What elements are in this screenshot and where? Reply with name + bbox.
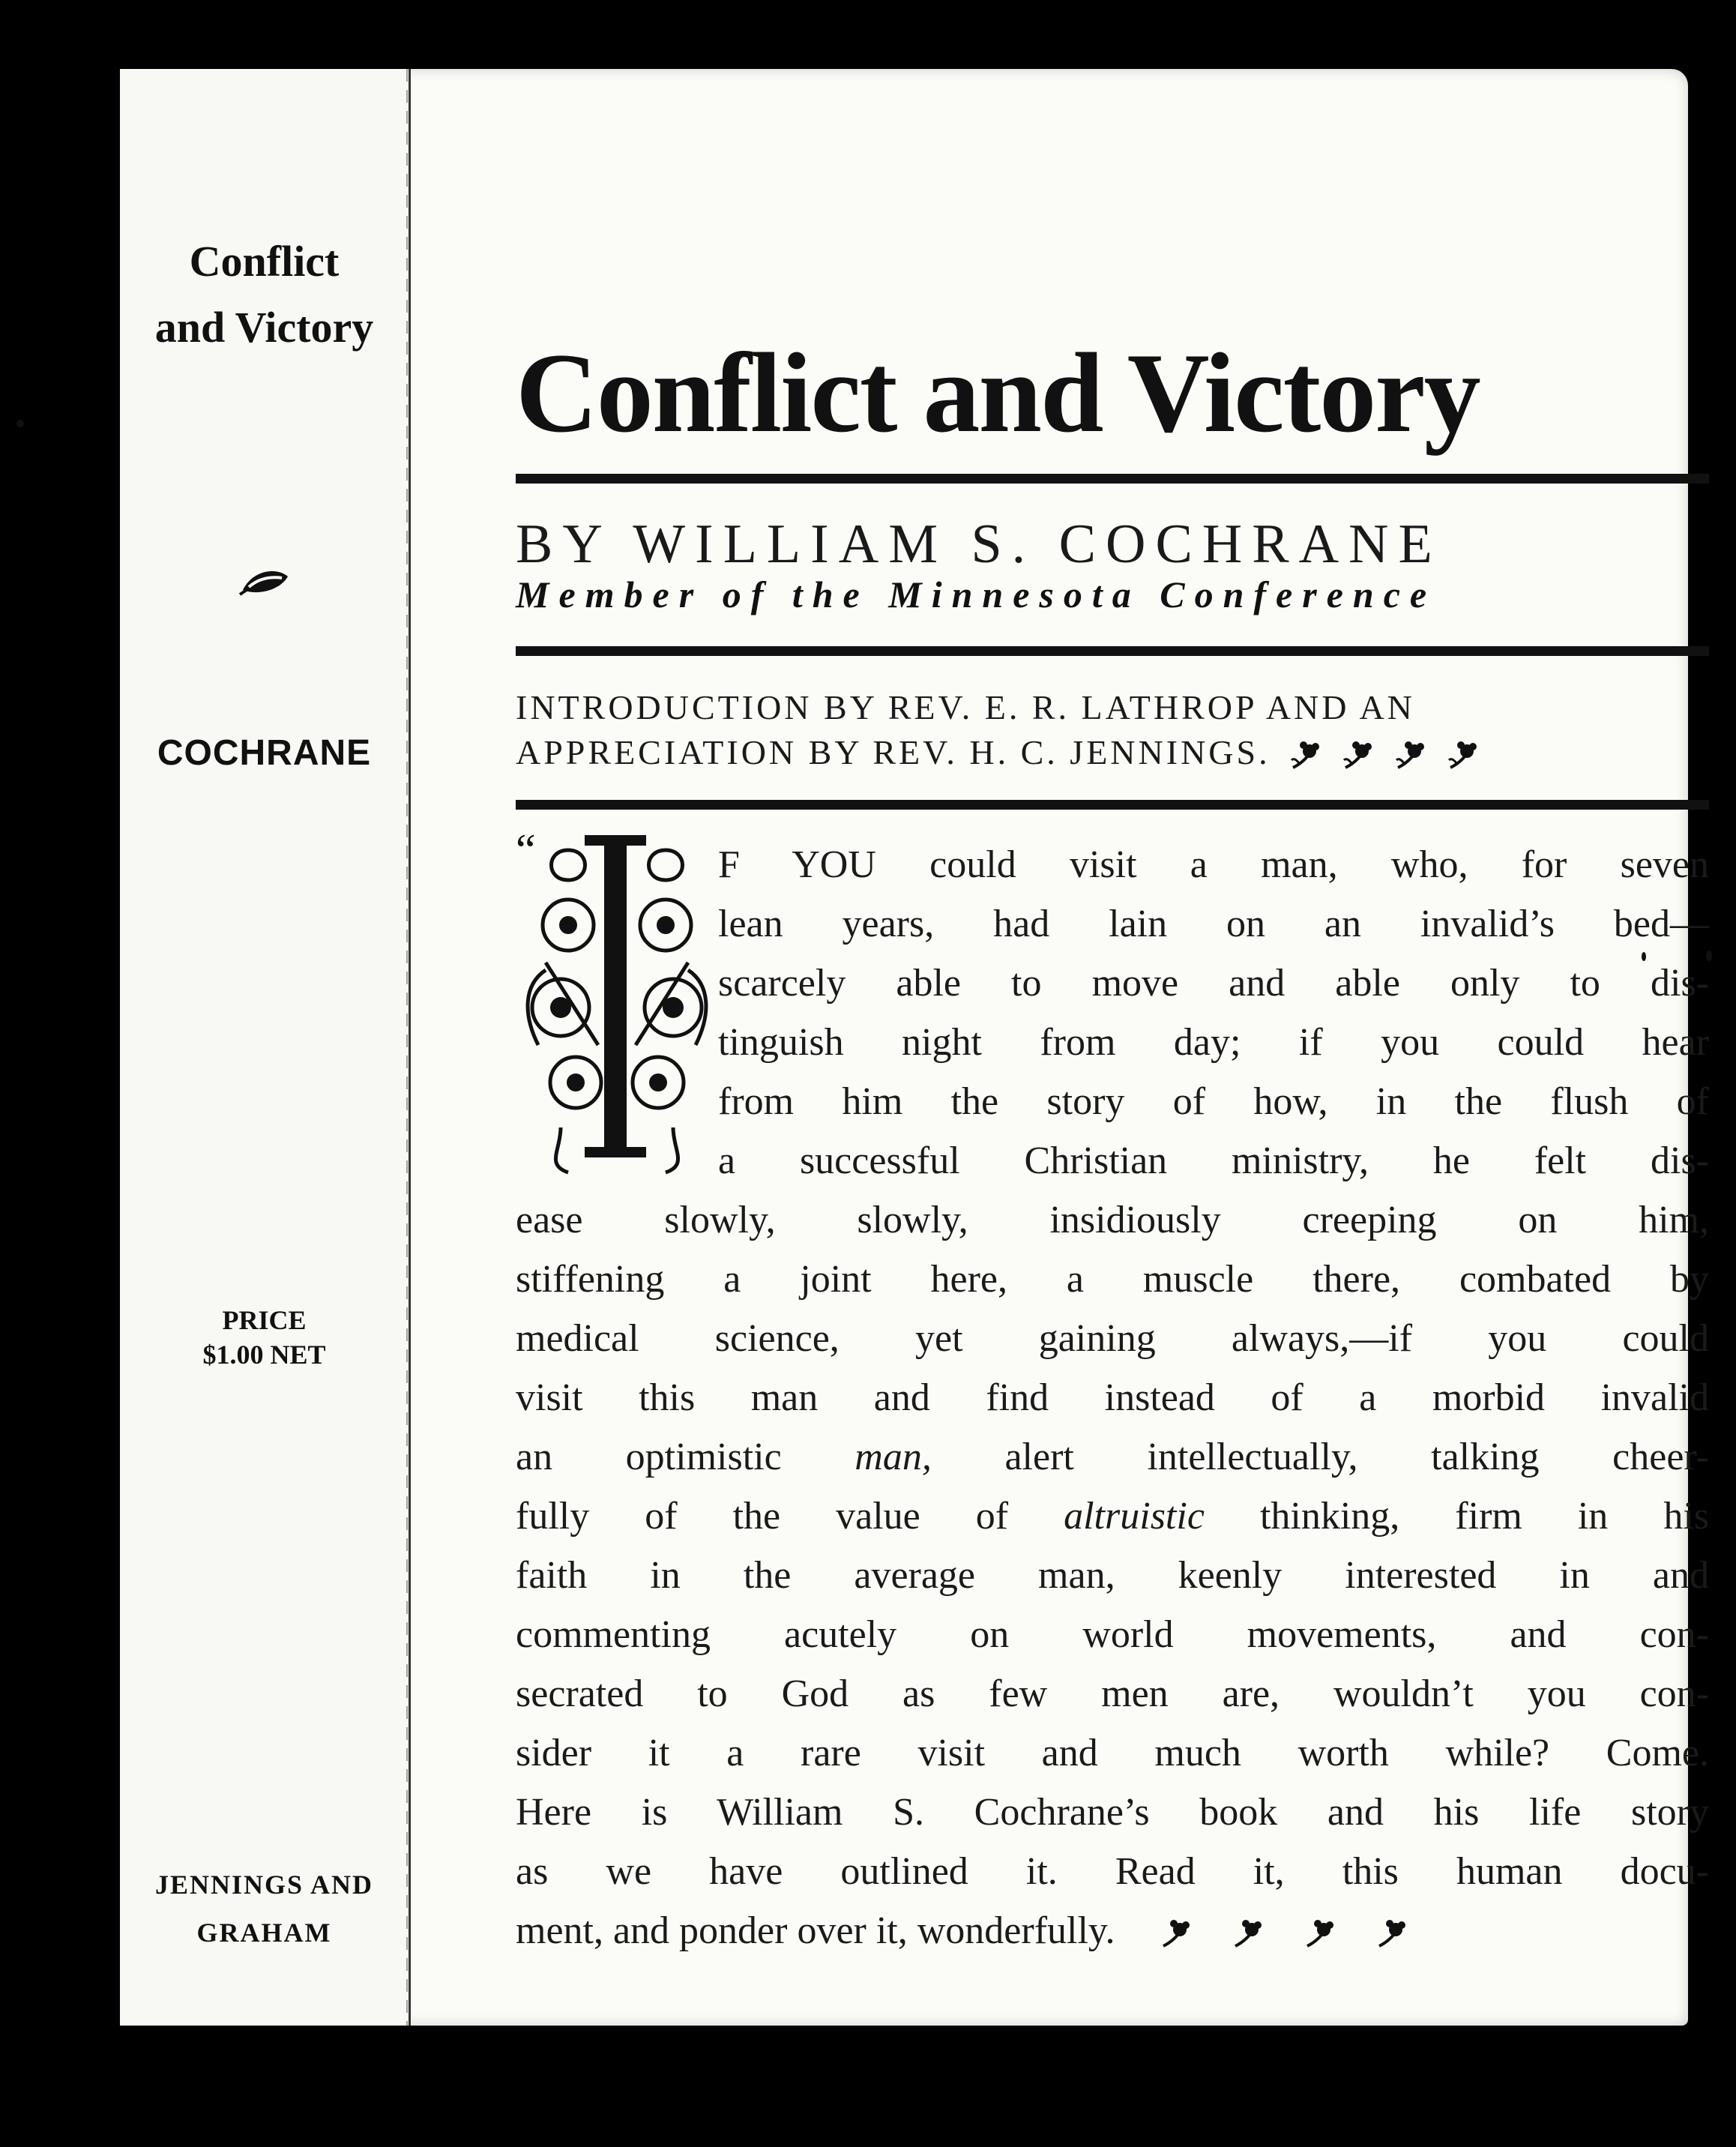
blurb-line: ease slowly, slowly, insidiously creeping on him,: [516, 1199, 1709, 1241]
flower-ornament-icon: [1304, 1919, 1337, 1949]
front-cover: [516, 69, 1709, 2026]
blurb-line: as we have outlined it. Read it, this human docu-: [516, 1850, 1709, 1893]
blurb-line: tinguish night from day; if you could hear: [718, 1021, 1709, 1064]
spine-title-line2: and Victory: [154, 303, 374, 352]
blurb-line: visit this man and find instead of a morbid invalid: [516, 1376, 1709, 1419]
blurb-line-12: [516, 1487, 1709, 1546]
fold-line: [406, 69, 408, 2026]
blurb-line: Here is William S. Cochrane’s book and his life story: [516, 1791, 1709, 1834]
spine-publisher-line2: GRAHAM: [196, 1918, 332, 1948]
cover-title: Conflict and Victory: [516, 330, 1480, 456]
rule-bottom: [516, 800, 1709, 810]
blurb-line: from him the story of how, in the flush of: [718, 1080, 1709, 1123]
blurb-line: secrated to God as few men are, wouldn’t you con-: [516, 1672, 1709, 1715]
blurb-text-fragment: fully of the value of: [516, 1495, 1009, 1538]
blurb-line: F YOU could visit a man, who, for seven: [718, 843, 1709, 886]
flower-ornament-icon: [1395, 741, 1428, 771]
spine: [120, 69, 411, 2026]
intro-credits: [516, 685, 1709, 775]
flower-ornament-icon: [1290, 741, 1323, 771]
spine-publisher: [120, 1861, 409, 1957]
flower-ornament-icon: [1376, 1919, 1409, 1949]
intro-line2: [516, 730, 1709, 775]
blurb-line: sider it a rare visit and much worth while? Come.: [516, 1732, 1709, 1774]
blurb-line: a successful Christian ministry, he felt dis-: [718, 1139, 1709, 1182]
blurb-line-11: [516, 1427, 1709, 1487]
byline: BY WILLIAM S. COCHRANE: [516, 514, 1442, 575]
flower-ornament-icon: [1342, 741, 1375, 771]
intro-line2-text: APPRECIATION BY REV. H. C. JENNINGS.: [516, 733, 1271, 771]
blurb-text-fragment: an optimistic: [516, 1436, 782, 1478]
spine-price: [120, 1303, 409, 1372]
open-quote: “: [516, 825, 536, 875]
book-jacket: [120, 69, 1710, 2026]
blurb-line: stiffening a joint here, a muscle there, combated by: [516, 1258, 1709, 1301]
spine-price-label: PRICE: [222, 1305, 307, 1335]
blurb-line: faith in the average man, keenly interested in and: [516, 1554, 1709, 1597]
blurb-line-last: [516, 1901, 1709, 1960]
rule-middle: [516, 646, 1709, 656]
scan-speck: [1706, 951, 1712, 961]
flower-ornament-icon: [1447, 741, 1480, 771]
blurb-text-fragment: ment, and ponder over it, wonderfully.: [516, 1909, 1115, 1952]
leaf-ornament-icon: [238, 567, 292, 597]
blurb-text-fragment: alert intellectually, talking cheer-: [1004, 1436, 1709, 1478]
blurb-line: scarcely able to move and able only to dis-: [718, 962, 1709, 1005]
rule-top: [516, 474, 1709, 484]
blurb-line: medical science, yet gaining always,—if you could: [516, 1317, 1709, 1360]
blurb-line: commenting acutely on world movements, and con-: [516, 1613, 1709, 1656]
blurb-italic-man: man,: [855, 1436, 932, 1478]
spine-author: COCHRANE: [157, 733, 372, 773]
blurb-line: lean years, had lain on an invalid’s bed—: [718, 903, 1709, 945]
spine-price-value: $1.00 NET: [202, 1340, 326, 1370]
blurb-italic-altruistic: altruistic: [1064, 1495, 1205, 1538]
scan-speck: [1642, 952, 1646, 961]
flower-ornament-icon: [1160, 1919, 1193, 1949]
member-line: Member of the Minnesota Conference: [516, 573, 1437, 615]
intro-line1: INTRODUCTION BY REV. E. R. LATHROP AND AN: [516, 688, 1415, 726]
blurb-text-fragment: thinking, firm in his: [1259, 1495, 1710, 1538]
scan-speck: [16, 420, 24, 427]
spine-title: [120, 229, 409, 361]
spine-title-line1: Conflict: [189, 237, 340, 286]
blurb-text: [516, 835, 1709, 1960]
flower-ornament-icon: [1232, 1919, 1265, 1949]
spine-publisher-line1: JENNINGS AND: [154, 1870, 374, 1900]
